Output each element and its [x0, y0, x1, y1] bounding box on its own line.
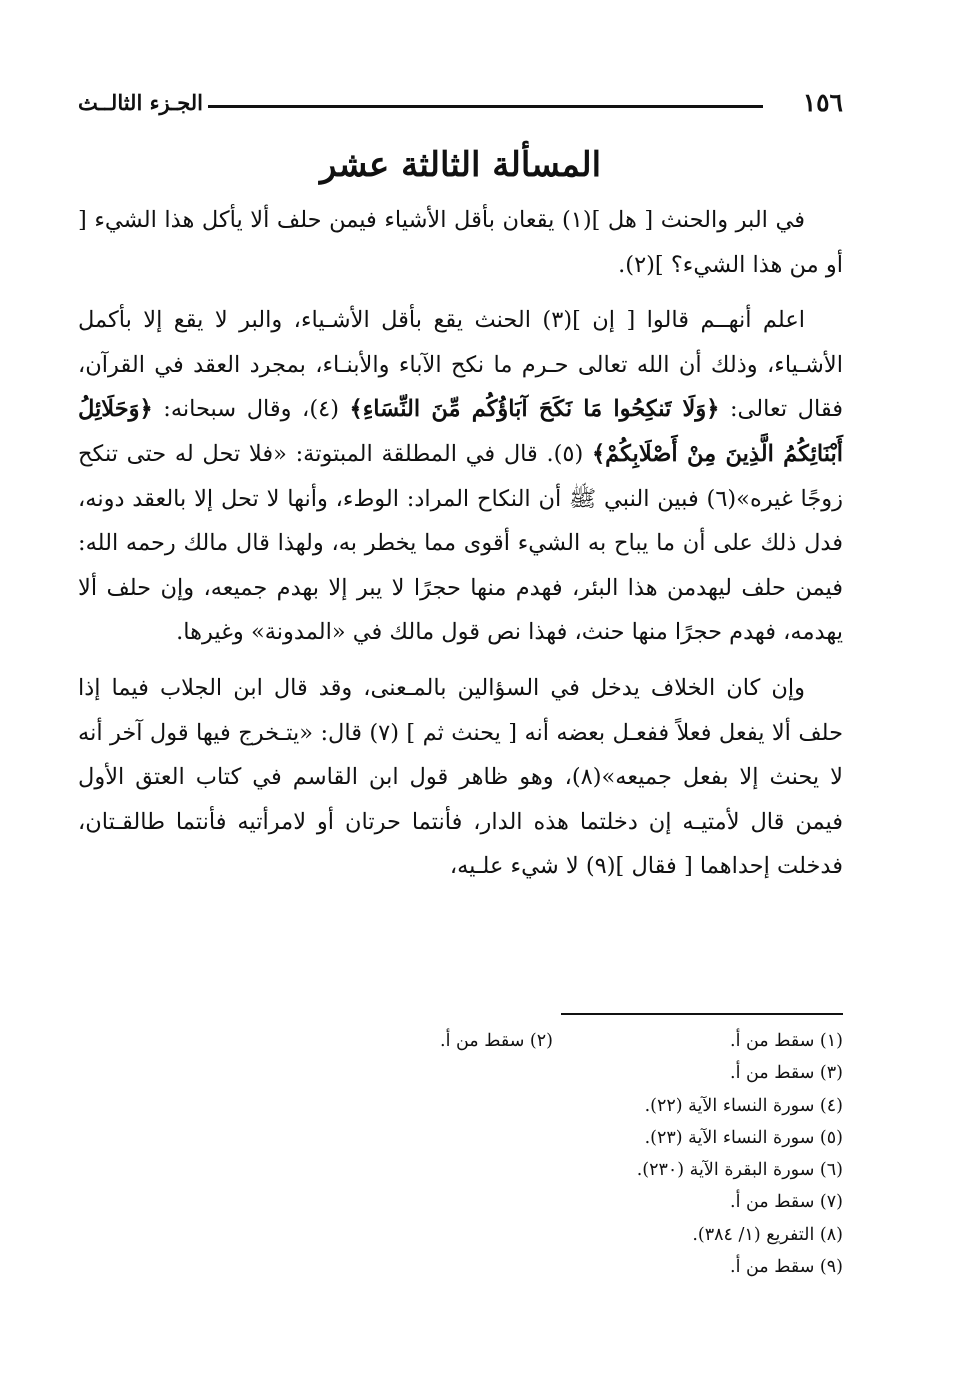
part-title: الجـزء الثالــث [78, 90, 204, 115]
paragraph-main-text-3: (٥). قال في المطلقة المبتوتة: «فلا تحل له حتى تنكح زوجًا غيره»(٦) فبين النبي ﷺ أن النكاح المراد: الوطء، وأنها لا تحل إلا بالعقد دونه، فدل ذلك على أن ما يباح به الشيء أقوى مما يخطر به، ولهذا قال مالك رحمه الله: فيمن حلف ليهدمن هذا البئر، فهدم منها حجرًا لا يبر إلا بهدم جميعه، وإن حلف ألا يهدمه، فهدم حجرًا منها حنث، فهذا نص قول مالك في «المدونة» وغيرها. [78, 440, 844, 646]
footnote-8: (٨) التفريع (١/ ٣٨٤). [692, 1224, 843, 1245]
body-text [78, 198, 843, 889]
footnote-2: (٢) سقط من أ. [440, 1031, 553, 1051]
quran-verse-2: ﴿وَحَلَائِلُ أَبْنَائِكُمُ الَّذِينَ مِنْ أَصْلَابِكُمْ﴾ [78, 396, 844, 467]
footnote-4: (٤) سورة النساء الآية (٢٢). [644, 1095, 843, 1116]
footnote-1: (١) سقط من أ. [730, 1031, 843, 1051]
header-rule [208, 105, 763, 108]
footnote-6: (٦) سورة البقرة الآية (٢٣٠). [636, 1160, 843, 1181]
footnote-7: (٧) سقط من أ. [730, 1192, 843, 1213]
chapter-title: المسألة الثالثة عشر [319, 145, 602, 185]
paragraph-closing: وإن كان الخلاف يدخل في السؤالين بالمـعنى، وقد قال ابن الجلاب فيما إذا حلف ألا يفعل فعلاً ففعـل بعضه أنه [ يحنث ثم ] (٧) قال: «يتـخرج فيها قول آخر أنه لا يحنث إلا بفعل جميعه»(٨)، وهو ظاهر قول ابن القاسم في كتاب العتق الأول فيمن قال لأمتيـه إن دخلتما هذه الدار، فأنتما حرتان أو لامرأتيه فأنتما طالقـتان، فدخلت إحداهما [ فقال ](٩) لا شيء علـيه، [78, 674, 843, 880]
footnote-separator [561, 1013, 843, 1015]
page-number: ١٥٦ [802, 88, 843, 117]
footnote-5: (٥) سورة النساء الآية (٢٣). [644, 1127, 843, 1148]
footnotes [78, 1025, 843, 1283]
running-header [78, 88, 843, 118]
footnote-9: (٩) سقط من أ. [730, 1257, 843, 1278]
paragraph-intro: في البر والحنث [ هل ](١) يقعان بأقل الأشياء فيمن حلف ألا يأكل هذا الشيء [ أو من هذا الشيء؟ ](٢). [78, 207, 843, 278]
footnote-row [78, 1025, 843, 1057]
paragraph-main-text-2: (٤)، وقال سبحانه: [163, 396, 339, 423]
paragraph-main [78, 298, 843, 655]
footnote-3: (٣) سقط من أ. [730, 1063, 843, 1084]
paragraph-main-text-1: اعلم أنهــم قالوا [ إن ](٣) الحنث يقع بأقل الأشـياء، والبر لا يقع إلا بأكمل الأشـياء، وذلك أن الله تعالى حـرم ما نكح الآباء والأبنـاء، بمجرد العقد في القرآن، فقال تعالى: [78, 307, 844, 423]
quran-verse-1: ﴿وَلَا تَنكِحُوا مَا نَكَحَ آبَاؤُكُم مِّنَ النِّسَاءِ﴾ [349, 396, 720, 423]
